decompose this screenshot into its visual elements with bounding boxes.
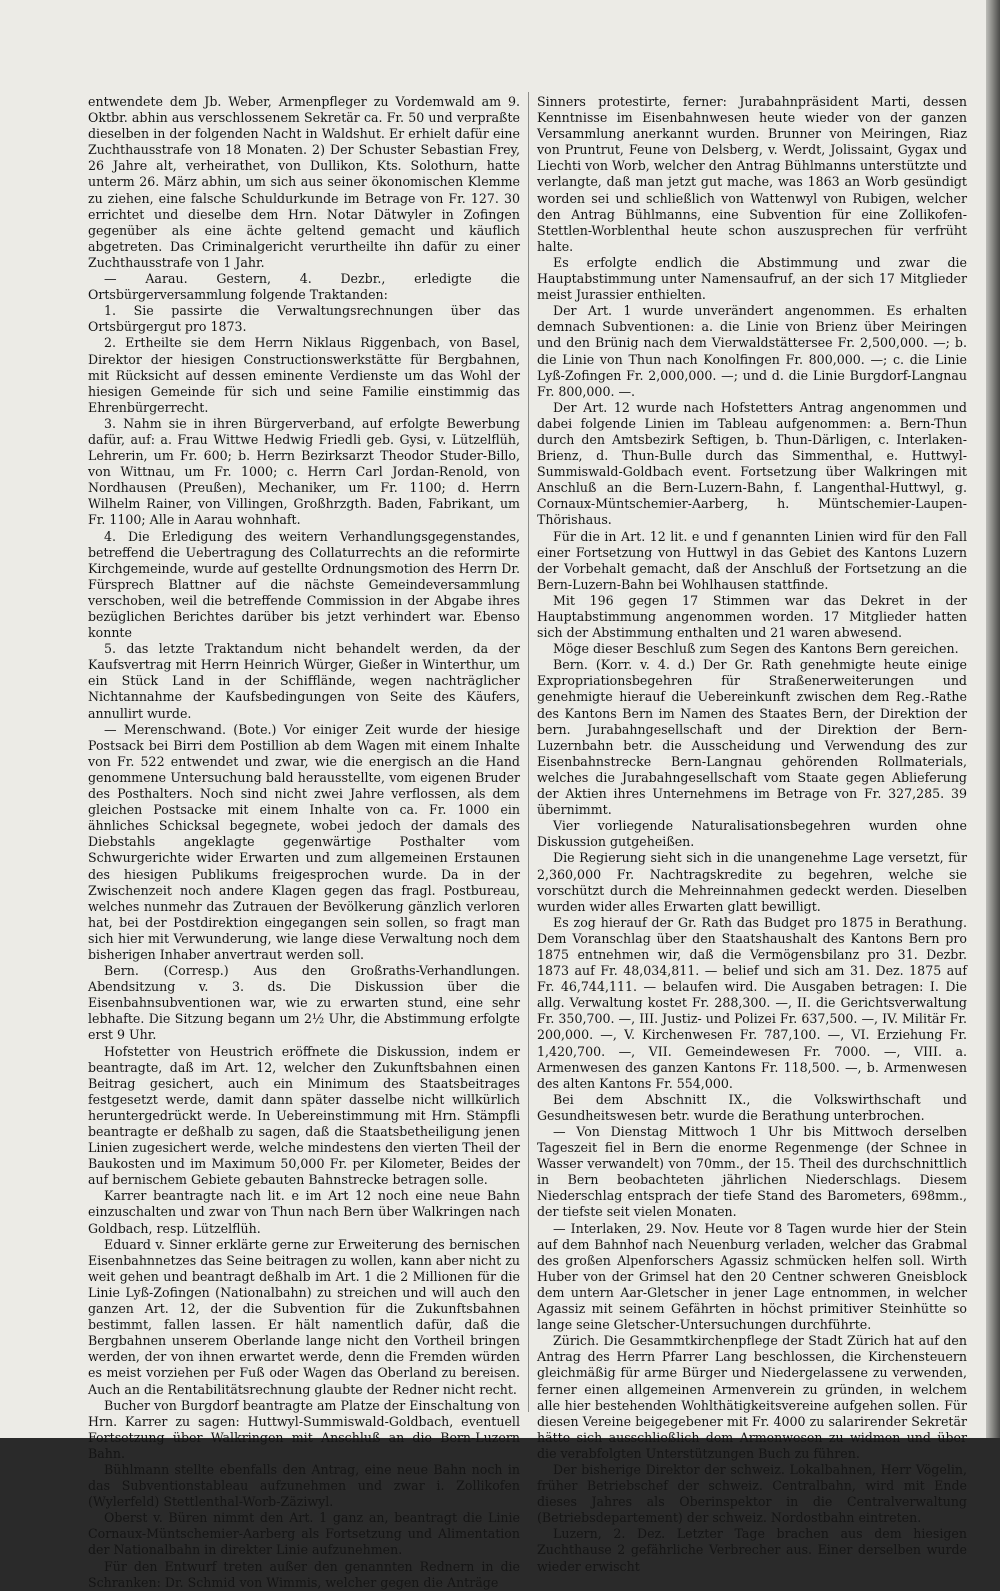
paragraph: entwendete dem Jb. Weber, Armenpfleger zu Vordemwald am 9. Oktbr. abhin aus verschlossenem Sekretär ca. Fr. 50 und verpraßte dieselben in der folgenden Nacht in Waldshut. Er erhielt dafür eine Zuchthausstrafe von 18 Monaten. 2) Der Schuster Sebastian Frey, 26 Jahre alt, verheirathet, von Dullikon, Kts. Solothurn, hatte unterm 26. März abhin, um sich aus seiner ökonomischen Klemme zu ziehen, eine falsche Schuldurkunde im Betrage von Fr. 127. 30 errichtet und dieselbe dem Hrn. Notar Dätwyler in Zofingen gegenüber als eine ächte geltend gemacht und käuflich abgetreten. Das Criminalgericht verurtheilte ihn dafür zu einer Zuchthausstrafe von 1 Jahr. bbox=[88, 94, 520, 270]
paragraph: — Interlaken, 29. Nov. Heute vor 8 Tagen wurde hier der Stein auf dem Bahnhof nach Neuenburg verladen, welcher das Grabmal des großen Alpenforschers Agassiz schmücken helfen soll. Wirth Huber von der Grimsel hat den 20 Centner schweren Gneisblock dem untern Aar-Gletscher in jener Lage entnommen, in welcher Agassiz mit seinem Gefährten in höchst primitiver Steinhütte so lange seine Gletscher-Untersuchungen durchführte. bbox=[537, 1220, 967, 1333]
paragraph: — Merenschwand. (Bote.) Vor einiger Zeit wurde der hiesige Postsack bei Birri dem Postillion ab dem Wagen mit einem Inhalte von Fr. 522 entwendet und zwar, wie die energisch an die Hand genommene Untersuchung bald herausstellte, vom eigenen Bruder des Posthalters. Noch sind nicht zwei Jahre verflossen, als dem gleichen Postsacke mit einem Inhalte von ca. Fr. 1000 ein ähnliches Schicksal begegnete, wobei jedoch der damals des Diebstahls angeklagte gegenwärtige Posthalter vom Schwurgerichte wider Erwarten und zum allgemeinen Erstaunen des hiesigen Publikums freigesprochen wurde. Da in der Zwischenzeit noch andere Klagen gegen das fragl. Postbureau, welches nunmehr das Zutrauen der Bevölkerung gänzlich verloren hat, bei der Postdirektion eingegangen sein sollen, so fragt man sich hier mit Verwunderung, wie lange diese Verwaltung noch dem bisherigen Inhaber anvertraut werden soll. bbox=[88, 721, 520, 962]
paragraph: Bei dem Abschnitt IX., die Volkswirthschaft und Gesundheitswesen betr. wurde die Berathung unterbrochen. bbox=[537, 1091, 967, 1123]
right-column bbox=[537, 94, 967, 1574]
paragraph: Zürich. Die Gesammtkirchenpflege der Stadt Zürich hat auf den Antrag des Herrn Pfarrer Lang beschlossen, die Kirchensteuern gleichmäßig für arme Bürger und Niedergelassene zu verwenden, ferner einen allgemeinen Armenverein zu gründen, in welchem alle hier bestehenden Wohlthätigkeitsvereine aufgehen sollen. Für diesen Vereine beigegebener mit Fr. 4000 zu salarirender Sekretär hätte sich ausschließlich dem Armenwesen zu widmen und über die verabfolgten Unterstützungen Buch zu führen. bbox=[537, 1333, 967, 1461]
paragraph: Bern. (Corresp.) Aus den Großraths-Verhandlungen. Abendsitzung v. 3. ds. Die Diskussion über die Eisenbahnsubventionen war, wie zu erwarten stund, eine sehr lebhafte. Die Sitzung begann um 2½ Uhr, die Abstimmung erfolgte erst 9 Uhr. bbox=[88, 963, 520, 1043]
paragraph: 4. Die Erledigung des weitern Verhandlungsgegenstandes, betreffend die Uebertragung des Collaturrechts an die reformirte Kirchgemeinde, wurde auf gestellte Ordnungsmotion des Herrn Dr. Fürsprech Blattner auf die nächste Gemeindeversammlung verschoben, weil die betreffende Commission in der Abgabe ihres bezüglichen Berichtes darüber bis jetzt verhindert war. Ebenso konnte bbox=[88, 528, 520, 641]
paragraph: 3. Nahm sie in ihren Bürgerverband, auf erfolgte Bewerbung dafür, auf: a. Frau Wittwe Hedwig Friedli geb. Gysi, v. Lützelflüh, Lehrerin, um Fr. 600; b. Herrn Bezirksarzt Theodor Studer-Billo, von Wittnau, um Fr. 1000; c. Herrn Carl Jordan-Renold, von Nordhausen (Preußen), Mechaniker, um Fr. 1100; d. Herrn Wilhelm Rainer, von Villingen, Großhrzgth. Baden, Fabrikant, um Fr. 1100; Alle in Aarau wohnhaft. bbox=[88, 415, 520, 528]
paragraph: Für die in Art. 12 lit. e und f genannten Linien wird für den Fall einer Fortsetzung von Huttwyl in das Gebiet des Kantons Luzern der Vorbehalt gemacht, daß der Anschluß der Fortsetzung an die Bern-Luzern-Bahn bei Wohlhausen stattfinde. bbox=[537, 528, 967, 592]
paragraph: Mit 196 gegen 17 Stimmen war das Dekret in der Hauptabstimmung angenommen worden. 17 Mitglieder hatten sich der Abstimmung enthalten und 21 waren abwesend. bbox=[537, 592, 967, 641]
page-edge-shadow bbox=[986, 0, 1000, 1438]
paragraph: Es zog hierauf der Gr. Rath das Budget pro 1875 in Berathung. Dem Voranschlag über den Staatshaushalt des Kantons Bern pro 1875 entnehmen wir, daß die Vermögensbilanz pro 31. Dezbr. 1873 auf Fr. 48,034,811. — belief und sich am 31. Dez. 1875 auf Fr. 46,744,111. — belaufen wird. Die Ausgaben betragen: I. Die allg. Verwaltung kostet Fr. 288,300. —, II. die Gerichtsverwaltung Fr. 350,700. —, III. Justiz- und Polizei Fr. 637,500. —, IV. Militär Fr. 200,000. —, V. Kirchenwesen Fr. 787,100. —, VI. Erziehung Fr. 1,420,700. —, VII. Gemeindewesen Fr. 7000. —, VIII. a. Armenwesen des ganzen Kantons Fr. 118,500. —, b. Armenwesen des alten Kantons Fr. 554,000. bbox=[537, 914, 967, 1091]
paragraph: Eduard v. Sinner erklärte gerne zur Erweiterung des bernischen Eisenbahnnetzes das Seine beitragen zu wollen, kann aber nicht zu weit gehen und beantragt deßhalb im Art. 1 die 2 Millionen für die Linie Lyß-Zofingen (Nationalbahn) zu streichen und will auch den ganzen Art. 12, der die Subvention für die Zukunftsbahnen bestimmt, fallen lassen. Er hält namentlich dafür, daß die Bergbahnen unserem Oberlande lange nicht den Vortheil bringen werden, der von ihnen erwartet werde, denn die Fremden würden es meist vorziehen per Fuß oder Wagen das Oberland zu bereisen. Auch an die Rentabilitätsrechnung glaubte der Redner nicht recht. bbox=[88, 1236, 520, 1397]
paragraph: Es erfolgte endlich die Abstimmung und zwar die Hauptabstimmung unter Namensaufruf, an der sich 17 Mitglieder meist Jurassier enthielten. bbox=[537, 254, 967, 303]
paragraph: Oberst v. Büren nimmt den Art. 1 ganz an, beantragt die Linie Cornaux-Müntschemier-Aarberg als Fortsetzung und Alimentation der Nationalbahn in direkter Linie aufzunehmen. bbox=[88, 1510, 520, 1558]
left-column bbox=[88, 94, 520, 1590]
paragraph: Karrer beantragte nach lit. e im Art 12 noch eine neue Bahn einzuschalten und zwar von Thun nach Bern über Walkringen nach Goldbach, resp. Lützelflüh. bbox=[88, 1188, 520, 1236]
paragraph: Bern. (Korr. v. 4. d.) Der Gr. Rath genehmigte heute einige Expropriationsbegehren für Straßenerweiterungen und genehmigte hierauf die Uebereinkunft zwischen dem Reg.-Rathe des Kantons Bern im Namen des Staates Bern, der Direktion der bern. Jurabahngesellschaft und der Direktion der Bern-Luzernbahn betr. die Ausscheidung und Verwendung des zur Eisenbahnstrecke Bern-Langnau gehörenden Rollmaterials, welches die Jurabahngesellschaft vom Staate gegen Ablieferung der Aktien ihres Unternehmens im Betrage von Fr. 327,285. 39 übernimmt. bbox=[537, 657, 967, 818]
paragraph: 2. Ertheilte sie dem Herrn Niklaus Riggenbach, von Basel, Direktor der hiesigen Constructionswerkstätte für Bergbahnen, mit Rücksicht auf dessen eminente Verdienste um das Wohl der hiesigen Gemeinde für sich und seine Familie einstimmig das Ehrenbürgerrecht. bbox=[88, 335, 520, 415]
paragraph: Vier vorliegende Naturalisationsbegehren wurden ohne Diskussion gutgeheißen. bbox=[537, 818, 967, 850]
paragraph: — Von Dienstag Mittwoch 1 Uhr bis Mittwoch derselben Tageszeit fiel in Bern die enorme Regenmenge (der Schnee in Wasser verwandelt) von 70mm., der 15. Theil des durchschnittlich in Bern beobachteten jährlichen Niederschlags. Diesem Niederschlag entsprach der tiefe Stand des Barometers, 698mm., der tiefste seit vielen Monaten. bbox=[537, 1124, 967, 1220]
paragraph: Bühlmann stellte ebenfalls den Antrag, eine neue Bahn noch in das Subventionstableau aufzunehmen und zwar i. Zollikofen (Wylerfeld) Stettlenthal-Worb-Zäziwyl. bbox=[88, 1461, 520, 1510]
paragraph: Bucher von Burgdorf beantragte am Platze der Einschaltung von Hrn. Karrer zu sagen: Huttwyl-Summiswald-Goldbach, eventuell Fortsetzung über Walkringen mit Anschluß an die Bern-Luzern Bahn. bbox=[88, 1397, 520, 1461]
paragraph: Hofstetter von Heustrich eröffnete die Diskussion, indem er beantragte, daß im Art. 12, welcher den Zukunftsbahnen einen Beitrag gesichert, auch ein Minimum des Staatsbeitrages festgesetzt werde, damit dann später dasselbe nicht willkürlich heruntergedrückt werde. In Uebereinstimmung mit Hrn. Stämpfli beantragte er deßhalb zu sagen, daß die Staatsbetheiligung jenen Linien zugesichert werde, welche mindestens den vierten Theil der Baukosten und im Maximum 50,000 Fr. per Kilometer, Beides der auf bernischem Gebiete gebauten Bahnstrecke betragen solle. bbox=[88, 1043, 520, 1188]
paragraph: Für den Entwurf treten außer den genannten Rednern in die Schranken: Dr. Schmid von Wimmis, welcher gegen die Anträge bbox=[88, 1558, 520, 1590]
paragraph: Möge dieser Beschluß zum Segen des Kantons Bern gereichen. bbox=[553, 641, 959, 657]
paragraph: — Aarau. Gestern, 4. Dezbr., erledigte die Ortsbürgerversammlung folgende Traktanden: bbox=[88, 271, 520, 303]
paragraph: Der Art. 12 wurde nach Hofstetters Antrag angenommen und dabei folgende Linien im Tableau aufgenommen: a. Bern-Thun durch den Amtsbezirk Seftigen, b. Thun-Därligen, c. Interlaken-Brienz, d. Thun-Bulle durch das Simmenthal, e. Huttwyl-Summiswald-Goldbach event. Fortsetzung über Walkringen mit Anschluß an die Bern-Luzern-Bahn, f. Langenthal-Huttwyl, g. Cornaux-Müntschemier-Aarberg, h. Müntschemier-Laupen-Thörishaus. bbox=[537, 399, 967, 528]
paragraph: Die Regierung sieht sich in die unangenehme Lage versetzt, für 2,360,000 Fr. Nachtragskredite zu begehren, welche sie vorschützt durch die Mehreinnahmen gedeckt werden. Dieselben wurden wider alles Erwarten glatt bewilligt. bbox=[537, 850, 967, 914]
paragraph: Luzern, 2. Dez. Letzter Tage brachen aus dem hiesigen Zuchthause 2 gefährliche Verbrecher aus. Einer derselben wurde wieder erwischt bbox=[537, 1526, 967, 1574]
paragraph: 5. das letzte Traktandum nicht behandelt werden, da der Kaufsvertrag mit Herrn Heinrich Würger, Gießer in Winterthur, um ein Stück Land in der Schifflände, wegen nachträglicher Nichtannahme der Kaufsbedingungen von Seite des Käufers, annullirt wurde. bbox=[88, 641, 520, 721]
paragraph: 1. Sie passirte die Verwaltungsrechnungen über das Ortsbürgergut pro 1873. bbox=[88, 303, 520, 335]
column-divider bbox=[528, 92, 529, 1412]
paragraph: Der bisherige Direktor der schweiz. Lokalbahnen, Herr Vögelin, früher Betriebschef der schweiz. Centralbahn, wird mit Ende dieses Jahres als Oberinspektor in die Centralverwaltung (Betriebsdepartement) der schweiz. Nordostbahn eintreten. bbox=[537, 1461, 967, 1526]
paragraph: Der Art. 1 wurde unverändert angenommen. Es erhalten demnach Subventionen: a. die Linie von Brienz über Meiringen und den Brünig nach dem Vierwaldstättersee Fr. 2,500,000. —; b. die Linie von Thun nach Konolfingen Fr. 800,000. —; c. die Linie Lyß-Zofingen Fr. 2,000,000. —; und d. die Linie Burgdorf-Langnau Fr. 800,000. —. bbox=[537, 303, 967, 399]
paragraph: Sinners protestirte, ferner: Jurabahnpräsident Marti, dessen Kenntnisse im Eisenbahnwesen heute wieder von der ganzen Versammlung anerkannt wurden. Brunner von Meiringen, Riaz von Pruntrut, Feune von Delsberg, v. Werdt, Jolissaint, Gygax und Liechti von Worb, welcher den Antrag Bühlmanns unterstützte und verlangte, daß man jetzt gut mache, was 1863 an Worb gesündigt worden sei und schließlich von Wattenwyl von Rubigen, welcher den Antrag Bühlmanns, eine Subvention für eine Zollikofen-Stettlen-Worblenthal heute schon auszusprechen für verfrüht halte. bbox=[537, 94, 967, 254]
